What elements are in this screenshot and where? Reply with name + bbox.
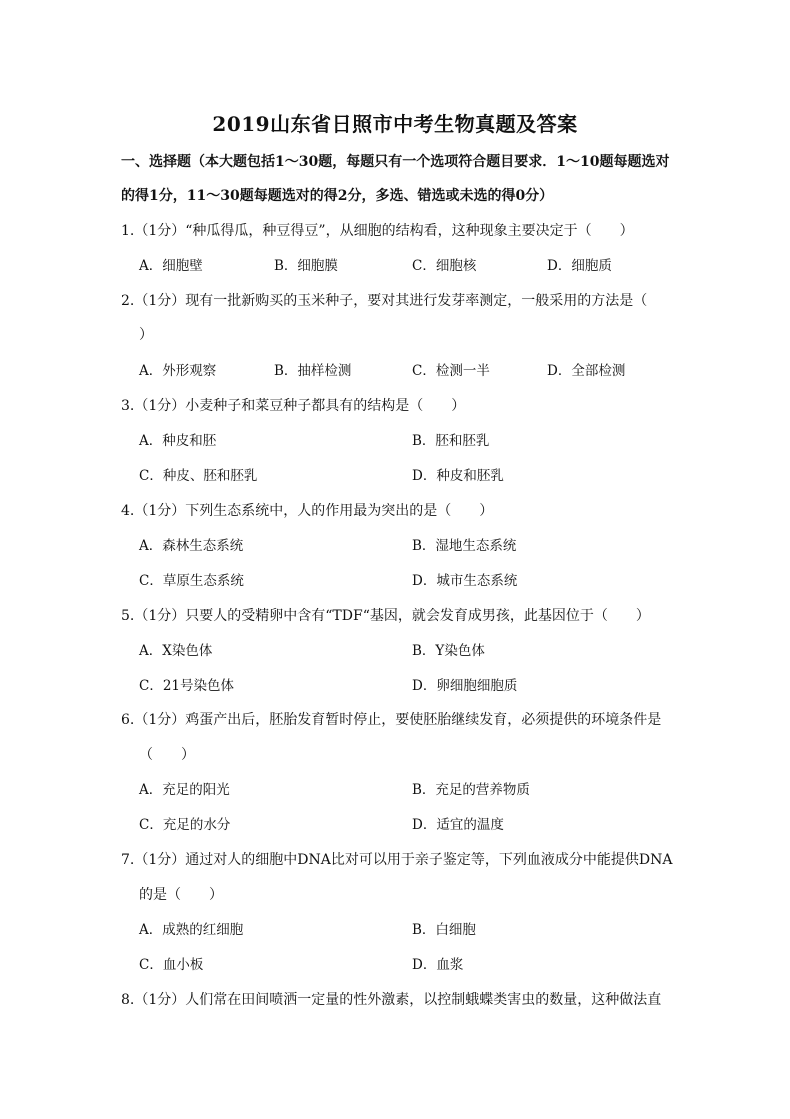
question-5-option-b: B．Y染色体 xyxy=(412,643,485,659)
question-2-stem-continued: ） xyxy=(139,327,153,343)
question-7-option-b: B．白细胞 xyxy=(412,922,476,938)
question-4-option-a: A．森林生态系统 xyxy=(139,538,244,554)
page-title: 2019山东省日照市中考生物真题及答案 xyxy=(212,112,578,136)
question-2-option-a: A．外形观察 xyxy=(139,363,217,379)
question-6-stem-continued: （ ） xyxy=(139,747,195,763)
question-6-option-c: C．充足的水分 xyxy=(139,817,231,833)
question-7-option-c: C．血小板 xyxy=(139,957,204,973)
section-header-line-2: 的得1分，11～30题每题选对的得2分，多选、错选或未选的得0分） xyxy=(121,188,554,204)
question-5-stem: 5.（1分）只要人的受精卵中含有“TDF“基因，就会发育成男孩，此基因位于（ ） xyxy=(121,608,650,624)
question-3-option-a: A．种皮和胚 xyxy=(139,433,217,449)
section-header-line-1: 一、选择题（本大题包括1～30题，每题只有一个选项符合题目要求．1～10题每题选对 xyxy=(121,154,670,170)
question-2-option-b: B．抽样检测 xyxy=(274,363,352,379)
question-8-stem: 8.（1分）人们常在田间喷洒一定量的性外激素，以控制蛾蝶类害虫的数量，这种做法直 xyxy=(121,992,662,1008)
question-1-option-b: B．细胞膜 xyxy=(274,258,338,274)
question-1-option-a: A．细胞壁 xyxy=(139,258,203,274)
question-6-option-b: B．充足的营养物质 xyxy=(412,782,530,798)
question-2-option-c: C．检测一半 xyxy=(412,363,490,379)
question-1-stem: 1.（1分）“种瓜得瓜，种豆得豆”，从细胞的结构看，这种现象主要决定于（ ） xyxy=(121,223,634,239)
question-6-option-a: A．充足的阳光 xyxy=(139,782,230,798)
question-4-stem: 4.（1分）下列生态系统中，人的作用最为突出的是（ ） xyxy=(121,503,494,519)
question-7-option-d: D．血浆 xyxy=(412,957,464,973)
question-2-stem: 2.（1分）现有一批新购买的玉米种子，要对其进行发芽率测定，一般采用的方法是（ xyxy=(121,293,648,309)
question-5-option-d: D．卵细胞细胞质 xyxy=(412,678,518,694)
question-5-option-a: A．X染色体 xyxy=(139,643,213,659)
question-7-stem: 7.（1分）通过对人的细胞中DNA比对可以用于亲子鉴定等，下列血液成分中能提供DNA xyxy=(121,852,673,868)
question-3-option-b: B．胚和胚乳 xyxy=(412,433,490,449)
question-1-option-d: D．细胞质 xyxy=(547,258,612,274)
question-4-option-d: D．城市生态系统 xyxy=(412,573,518,589)
question-5-option-c: C．21号染色体 xyxy=(139,678,235,694)
question-3-stem: 3.（1分）小麦种子和菜豆种子都具有的结构是（ ） xyxy=(121,398,466,414)
question-1-option-c: C．细胞核 xyxy=(412,258,477,274)
question-2-option-d: D．全部检测 xyxy=(547,363,626,379)
question-4-option-c: C．草原生态系统 xyxy=(139,573,244,589)
question-3-option-d: D．种皮和胚乳 xyxy=(412,468,504,484)
question-7-stem-continued: 的是（ ） xyxy=(139,887,223,903)
question-4-option-b: B．湿地生态系统 xyxy=(412,538,517,554)
question-3-option-c: C．种皮、胚和胚乳 xyxy=(139,468,258,484)
question-6-stem: 6.（1分）鸡蛋产出后，胚胎发育暂时停止，要使胚胎继续发育，必须提供的环境条件是 xyxy=(121,712,662,728)
question-6-option-d: D．适宜的温度 xyxy=(412,817,504,833)
question-7-option-a: A．成熟的红细胞 xyxy=(139,922,244,938)
